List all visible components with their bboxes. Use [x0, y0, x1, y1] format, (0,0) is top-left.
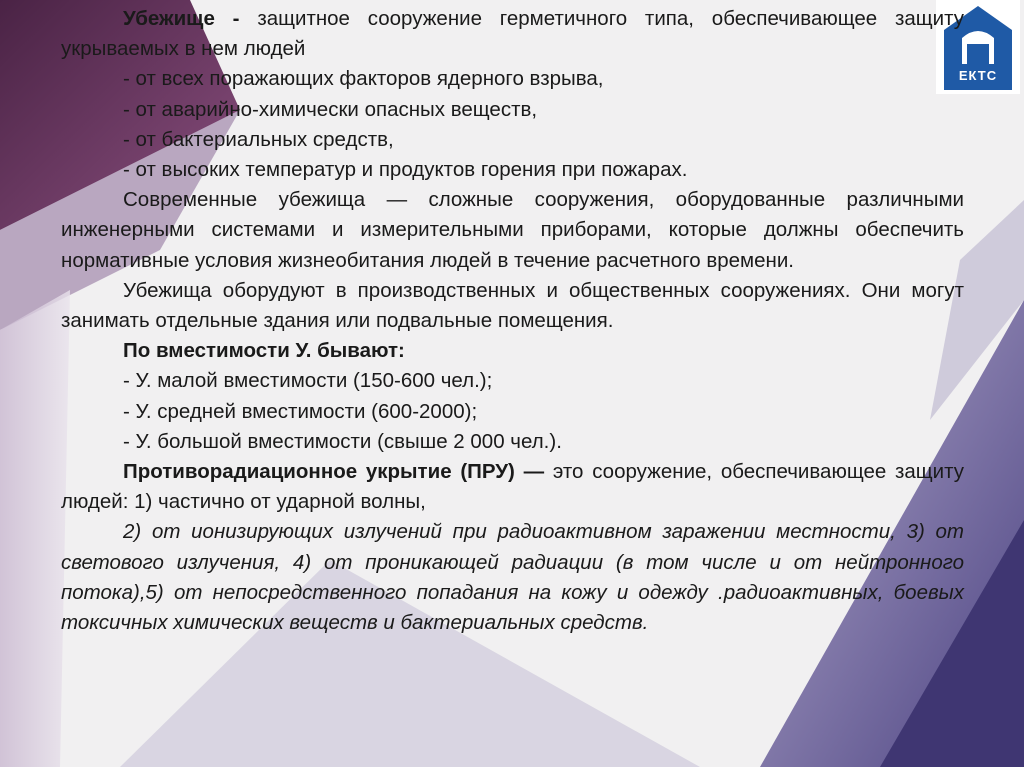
modern-shelters-paragraph: Современные убежища — сложные сооружения, оборудованные различными инженерными системами и измерительными приборами, которые должны обеспечить нормативные условия жизнеобитания людей в течение расчетного времени. [61, 188, 964, 272]
list-item: - от аварийно-химически опасных веществ, [123, 97, 538, 121]
slide-content [61, 4, 964, 638]
pru-definition-text: это сооружение, обеспечивающее защиту людей: 1) частично от ударной волны, [61, 460, 964, 514]
list-item: - У. большой вместимости (свыше 2 000 чел.). [123, 429, 562, 453]
list-item: - от высоких температур и продуктов горения при пожарах. [123, 158, 688, 182]
logo-text: ЕКТС [958, 68, 998, 83]
pru-protection-paragraph: 2) от ионизирующих излучений при радиоактивном заражении местности, 3) от светового излучения, 4) от проникающей радиации (в том числе и от нейтронного потока),5) от непосредственного попадания на кожу и одежду .радиоактивных, боевых токсичных химических веществ и бактериальных средств. [61, 520, 964, 635]
left-pale-shape [0, 290, 70, 767]
shelter-term: Убежище - [123, 7, 240, 30]
shelter-location-paragraph: Убежища оборудуют в производственных и общественных сооружениях. Они могут занимать отдельные здания или подвальные помещения. [61, 278, 964, 333]
list-item: - У. малой вместимости (150-600 чел.); [123, 369, 493, 393]
list-item: - У. средней вместимости (600-2000); [123, 399, 478, 423]
list-item: - от всех поражающих факторов ядерного взрыва, [123, 67, 604, 91]
list-item: - от бактериальных средств, [123, 127, 394, 151]
shelter-definition-text: защитное сооружение герметичного типа, обеспечивающее защиту укрываемых в нем людей [61, 7, 964, 61]
pru-term: Противорадиационное укрытие (ПРУ) — [123, 460, 545, 484]
pru-definition [61, 457, 964, 517]
shelter-definition [61, 4, 964, 64]
capacity-heading: По вместимости У. бывают: [123, 339, 405, 363]
